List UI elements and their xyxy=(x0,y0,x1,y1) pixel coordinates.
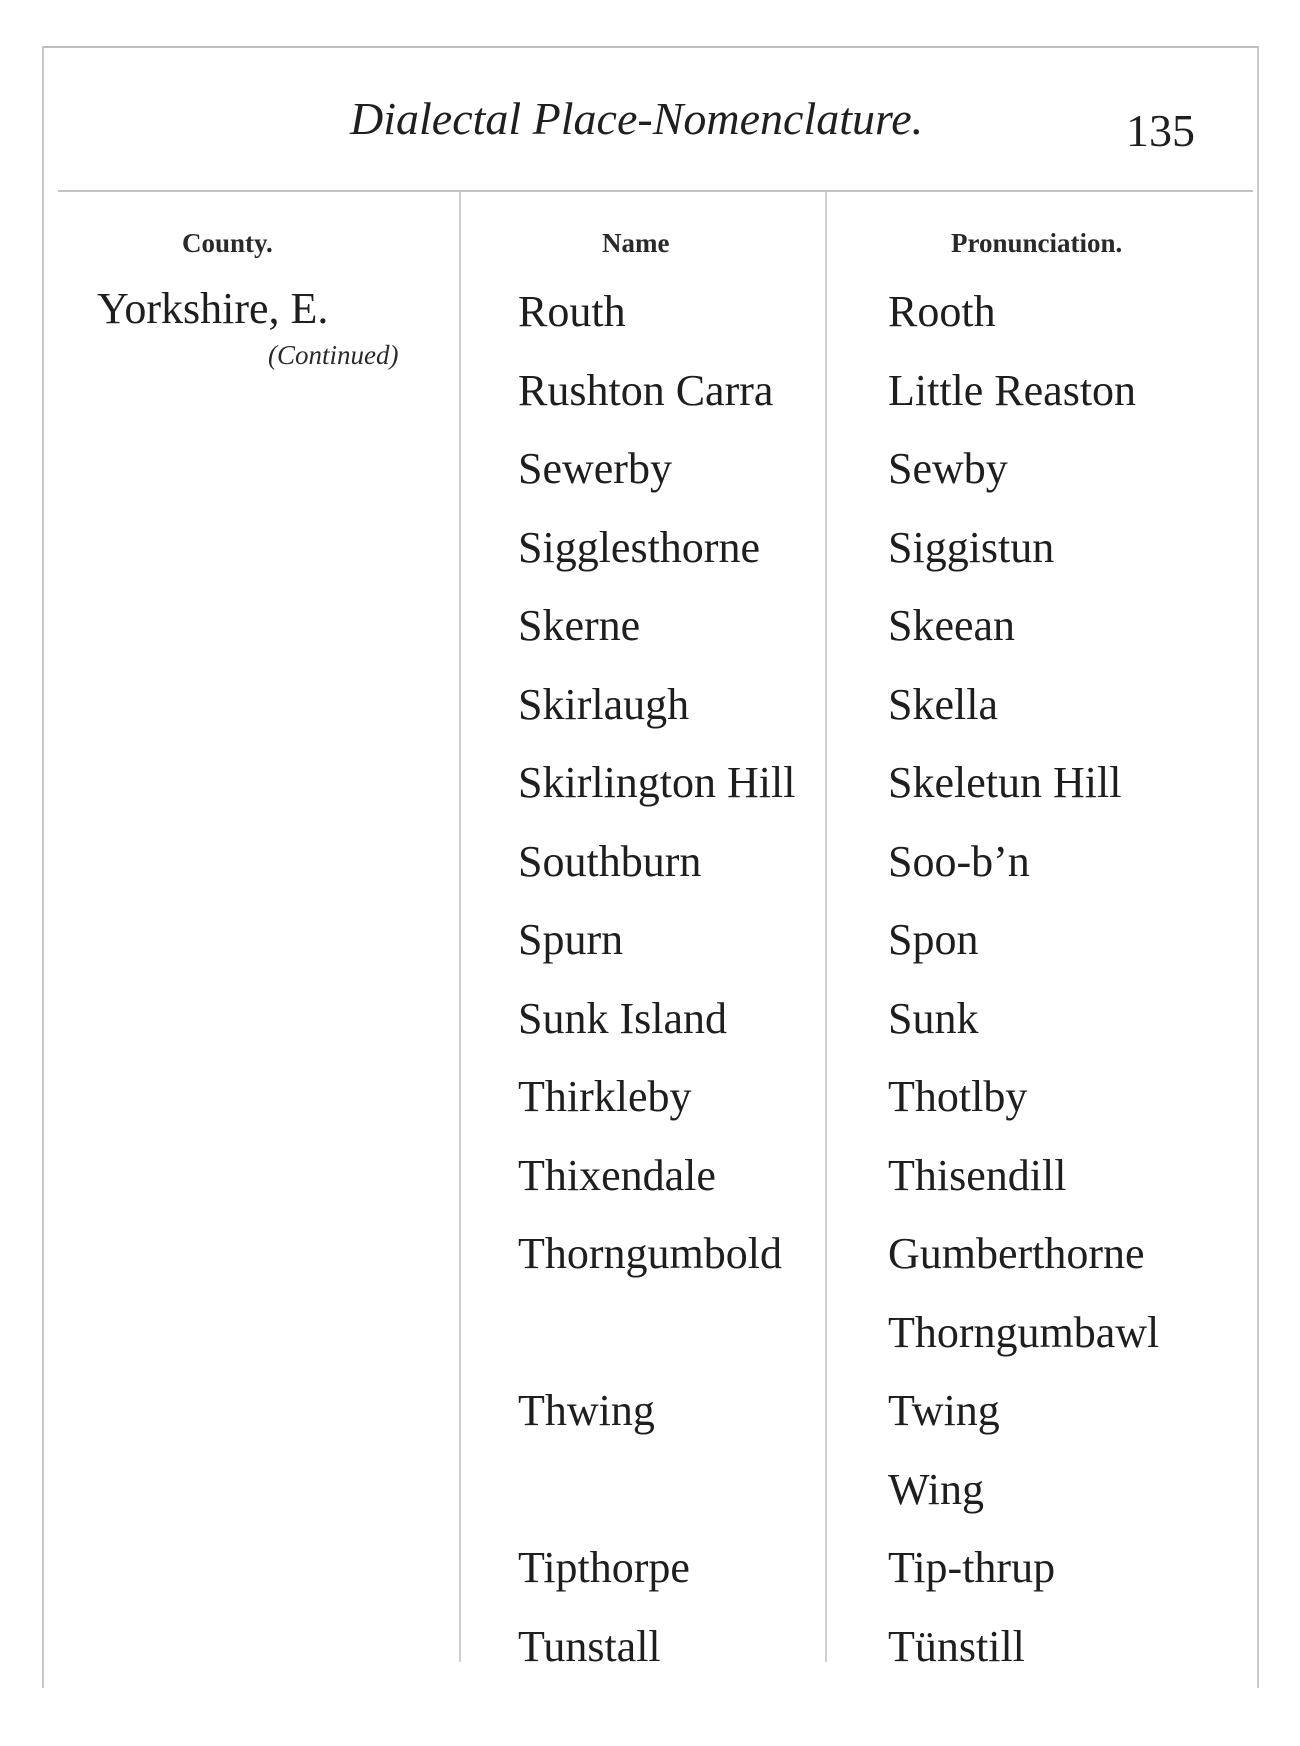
pronunciation: Tünstill xyxy=(888,1621,1025,1671)
place-name: Thirkleby xyxy=(518,1072,692,1121)
table-row xyxy=(0,1621,1300,1700)
pronunciation: Skeletun Hill xyxy=(888,758,1122,807)
table-row xyxy=(0,1542,1300,1621)
place-name: Skerne xyxy=(518,601,641,650)
pronunciation: Wing xyxy=(888,1464,984,1514)
pronunciation: Little Reaston xyxy=(888,365,1137,415)
pronunciation: Rooth xyxy=(888,287,996,336)
table-row xyxy=(0,679,1300,758)
header-rule xyxy=(58,190,1253,192)
table-row xyxy=(0,522,1300,601)
table-row xyxy=(0,1307,1300,1386)
place-name: Thorngumbold xyxy=(518,1229,782,1278)
pronunciation: Siggistun xyxy=(888,522,1055,572)
running-title: Dialectal Place-Nomenclature. xyxy=(350,93,924,144)
place-name: Southburn xyxy=(518,836,702,886)
place-name: Sewerby xyxy=(518,444,672,493)
place-name: Routh xyxy=(518,287,626,336)
place-name-table xyxy=(0,286,1300,1699)
place-name: Thixendale xyxy=(518,1150,716,1200)
pronunciation: Spon xyxy=(888,915,979,964)
table-row xyxy=(0,914,1300,993)
page-number: 135 xyxy=(1126,105,1195,156)
pronunciation: Thotlby xyxy=(888,1072,1028,1121)
pronunciation: Twing xyxy=(888,1386,1000,1435)
place-name: Skirlington Hill xyxy=(518,758,796,807)
pronunciation: Thorngumbawl xyxy=(888,1307,1160,1357)
county-name: Yorkshire, E. xyxy=(97,284,329,333)
column-header-pronunciation: Pronunciation. xyxy=(951,228,1123,258)
table-row xyxy=(0,443,1300,522)
pronunciation: Sunk xyxy=(888,993,979,1043)
place-name: Skirlaugh xyxy=(518,679,690,729)
place-name: Sigglesthorne xyxy=(518,522,760,572)
pronunciation: Soo-b’n xyxy=(888,836,1030,886)
table-row xyxy=(0,1464,1300,1543)
place-name: Tipthorpe xyxy=(518,1543,690,1592)
place-name: Spurn xyxy=(518,915,624,964)
table-row xyxy=(0,1150,1300,1229)
table-row xyxy=(0,1071,1300,1150)
place-name: Tunstall xyxy=(518,1621,661,1671)
continued-note: (Continued) xyxy=(268,340,399,370)
table-row xyxy=(0,993,1300,1072)
table-row xyxy=(0,600,1300,679)
column-header-name: Name xyxy=(602,228,670,258)
place-name: Thwing xyxy=(518,1386,655,1435)
pronunciation: Skeean xyxy=(888,601,1016,650)
table-row xyxy=(0,365,1300,444)
pronunciation: Gumberthorne xyxy=(888,1229,1145,1278)
place-name: Rushton Carra xyxy=(518,365,774,415)
table-row xyxy=(0,1228,1300,1307)
table-row xyxy=(0,1385,1300,1464)
column-header-county: County. xyxy=(182,228,273,258)
table-row xyxy=(0,757,1300,836)
pronunciation: Tip-thrup xyxy=(888,1543,1056,1592)
pronunciation: Thisendill xyxy=(888,1150,1067,1200)
pronunciation: Skella xyxy=(888,679,998,729)
table-row xyxy=(0,286,1300,365)
pronunciation: Sewby xyxy=(888,444,1008,493)
table-row xyxy=(0,836,1300,915)
place-name: Sunk Island xyxy=(518,993,727,1043)
